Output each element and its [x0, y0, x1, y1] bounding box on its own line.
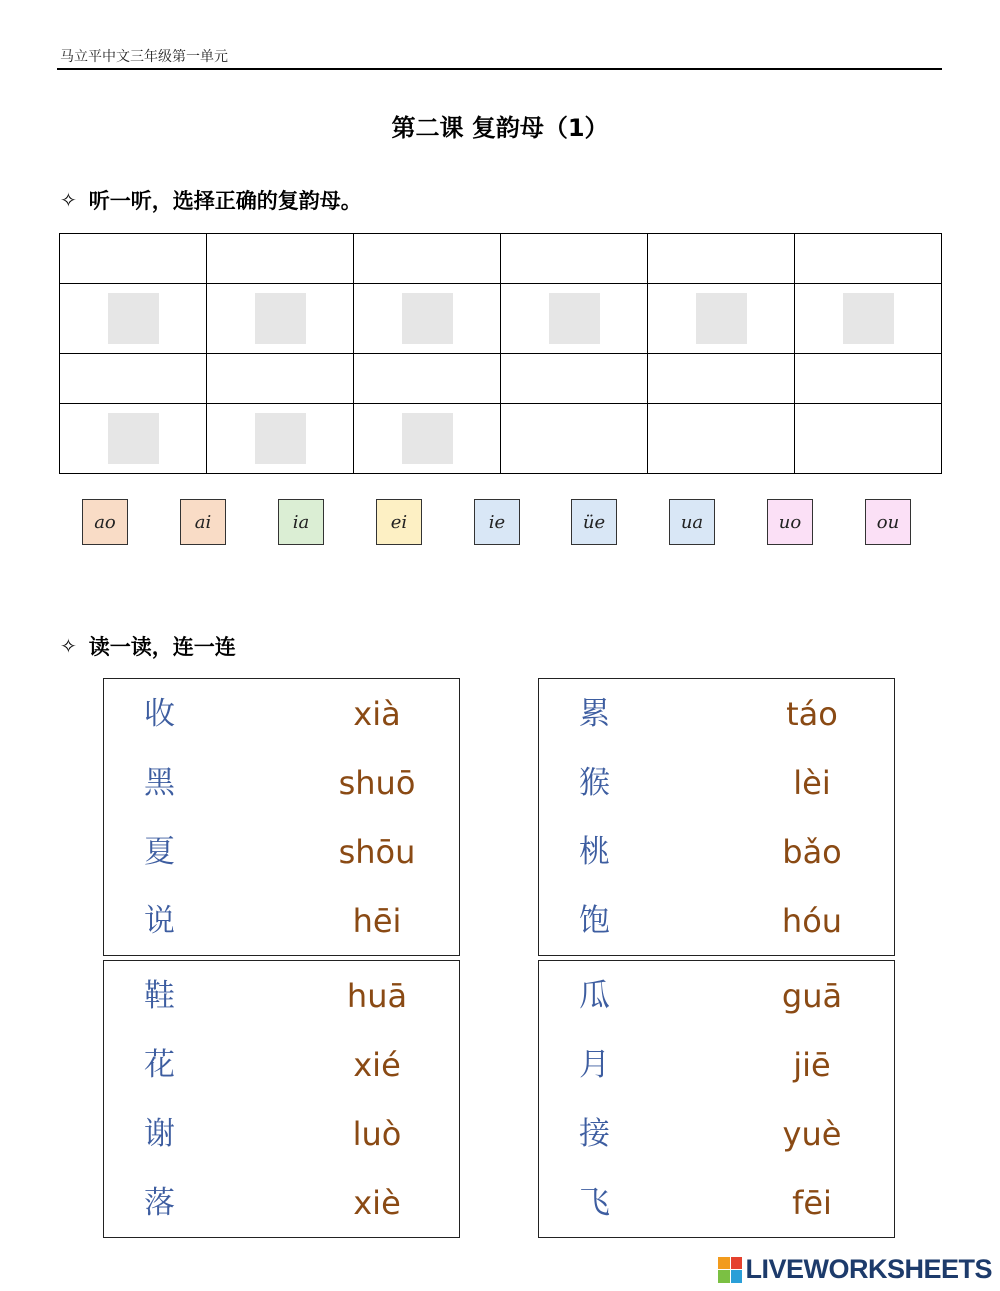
hanzi-item[interactable]: 落	[144, 1185, 175, 1221]
grid-cell	[648, 234, 795, 284]
header-text: 马立平中文三年级第一单元	[60, 49, 228, 65]
match-row	[539, 1178, 894, 1228]
match-row	[539, 1040, 894, 1090]
pinyin-item[interactable]: huā	[346, 977, 408, 1015]
match-row	[104, 689, 459, 739]
sparkle-icon: ✧	[60, 188, 77, 212]
section-2-title	[60, 631, 236, 661]
liveworksheets-logo-icon	[718, 1257, 742, 1283]
chip-6[interactable]: üe	[571, 499, 617, 545]
match-row	[104, 971, 459, 1021]
grid-slot-row	[60, 404, 942, 474]
pinyin-item[interactable]: hēi	[352, 902, 402, 940]
hanzi-item[interactable]: 桃	[579, 834, 610, 870]
drop-slot-3[interactable]	[402, 293, 453, 344]
pinyin-item[interactable]: yuè	[782, 1115, 842, 1153]
chip-bank	[82, 499, 914, 548]
pinyin-item[interactable]: luò	[352, 1115, 402, 1153]
chip-8[interactable]: uo	[767, 499, 813, 545]
pinyin-item[interactable]: fēi	[792, 1184, 832, 1222]
grid-cell	[501, 234, 648, 284]
drop-slot-2[interactable]	[255, 293, 306, 344]
grid-cell	[354, 284, 501, 354]
hanzi-item[interactable]: 接	[579, 1116, 610, 1152]
grid-cell	[501, 284, 648, 354]
lesson-title: 第二课 复韵母（1）	[391, 114, 609, 142]
grid-cell	[795, 234, 942, 284]
grid-cell	[207, 404, 354, 474]
drop-slot-9[interactable]	[402, 413, 453, 464]
match-box-4	[538, 960, 895, 1238]
grid-label-row	[60, 354, 942, 404]
grid-cell	[354, 354, 501, 404]
grid-cell	[354, 234, 501, 284]
match-box-1	[103, 678, 460, 956]
match-row	[104, 758, 459, 808]
match-row	[104, 827, 459, 877]
match-box-3	[103, 960, 460, 1238]
pinyin-item[interactable]: xiè	[353, 1184, 401, 1222]
grid-cell	[207, 354, 354, 404]
grid-cell	[648, 354, 795, 404]
grid-cell	[648, 284, 795, 354]
hanzi-item[interactable]: 花	[144, 1047, 175, 1083]
drop-slot-8[interactable]	[255, 413, 306, 464]
match-row	[539, 1109, 894, 1159]
answer-grid	[59, 233, 942, 474]
drop-slot-1[interactable]	[108, 293, 159, 344]
match-row	[104, 896, 459, 946]
match-row	[104, 1040, 459, 1090]
hanzi-item[interactable]: 谢	[144, 1116, 175, 1152]
chip-5[interactable]: ie	[474, 499, 520, 545]
brand-text: LIVEWORKSHEETS	[745, 1254, 992, 1284]
chip-9[interactable]: ou	[865, 499, 911, 545]
grid-cell	[795, 284, 942, 354]
grid-cell	[60, 354, 207, 404]
pinyin-item[interactable]: shōu	[338, 833, 416, 871]
hanzi-item[interactable]: 夏	[144, 834, 175, 870]
hanzi-item[interactable]: 月	[579, 1047, 610, 1083]
drop-slot-5[interactable]	[696, 293, 747, 344]
match-row	[539, 827, 894, 877]
match-row	[539, 758, 894, 808]
match-row	[539, 971, 894, 1021]
grid-slot-row	[60, 284, 942, 354]
sparkle-icon: ✧	[60, 634, 77, 658]
hanzi-item[interactable]: 黑	[144, 765, 175, 801]
drop-slot-4[interactable]	[549, 293, 600, 344]
section-1-title	[60, 185, 362, 215]
grid-cell	[354, 404, 501, 474]
header-rule	[57, 68, 942, 70]
grid-cell	[207, 234, 354, 284]
hanzi-item[interactable]: 猴	[579, 765, 610, 801]
pinyin-item[interactable]: lèi	[793, 764, 831, 802]
chip-3[interactable]: ia	[278, 499, 324, 545]
hanzi-item[interactable]: 飞	[579, 1185, 610, 1221]
hanzi-item[interactable]: 累	[579, 696, 610, 732]
hanzi-item[interactable]: 说	[144, 903, 175, 939]
pinyin-item[interactable]: táo	[786, 695, 838, 733]
grid-cell	[207, 284, 354, 354]
pinyin-item[interactable]: xià	[353, 695, 401, 733]
hanzi-item[interactable]: 收	[144, 696, 175, 732]
pinyin-item[interactable]: jiē	[793, 1046, 831, 1084]
match-row	[104, 1109, 459, 1159]
chip-2[interactable]: ai	[180, 499, 226, 545]
pinyin-item[interactable]: xié	[353, 1046, 401, 1084]
drop-slot-7[interactable]	[108, 413, 159, 464]
drop-slot-6[interactable]	[843, 293, 894, 344]
match-row	[539, 689, 894, 739]
grid-cell	[501, 354, 648, 404]
grid-cell	[795, 404, 942, 474]
section-2-label: 读一读，连一连	[88, 635, 236, 659]
section-1-label: 听一听，选择正确的复韵母。	[88, 189, 362, 213]
hanzi-item[interactable]: 鞋	[144, 978, 175, 1014]
chip-7[interactable]: ua	[669, 499, 715, 545]
hanzi-item[interactable]: 瓜	[579, 978, 610, 1014]
grid-label-row	[60, 234, 942, 284]
grid-cell	[60, 404, 207, 474]
grid-cell	[60, 234, 207, 284]
pinyin-item[interactable]: guā	[781, 977, 843, 1015]
pinyin-item[interactable]: hóu	[781, 902, 843, 940]
match-row	[539, 896, 894, 946]
match-row	[104, 1178, 459, 1228]
chip-4[interactable]: ei	[376, 499, 422, 545]
grid-cell	[795, 354, 942, 404]
pinyin-item[interactable]: shuō	[338, 764, 416, 802]
chip-1[interactable]: ao	[82, 499, 128, 545]
grid-cell	[60, 284, 207, 354]
liveworksheets-brand	[718, 1254, 992, 1285]
hanzi-item[interactable]: 饱	[579, 903, 610, 939]
pinyin-item[interactable]: bǎo	[782, 833, 842, 871]
grid-cell	[648, 404, 795, 474]
match-box-2	[538, 678, 895, 956]
grid-cell	[501, 404, 648, 474]
